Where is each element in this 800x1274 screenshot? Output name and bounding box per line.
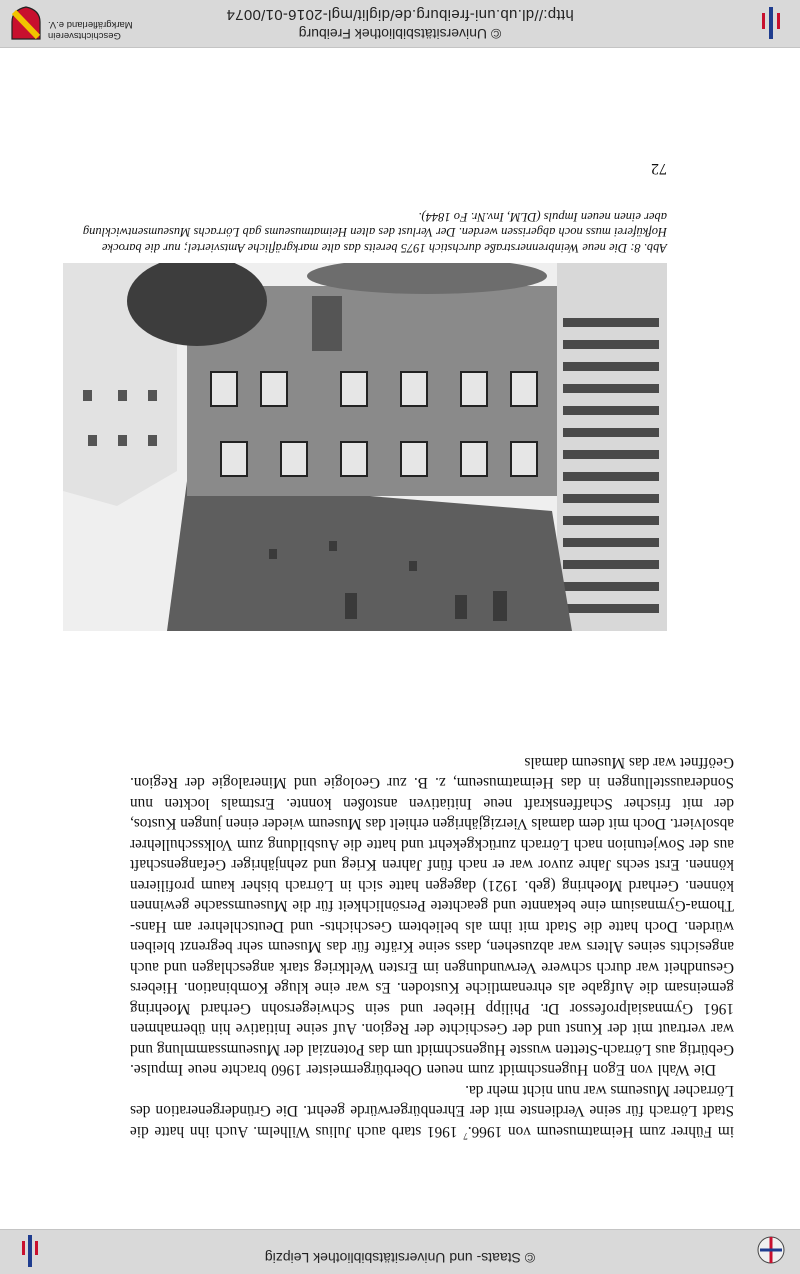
photo-old-museum-building bbox=[63, 263, 667, 631]
geschichtsverein-label: Geschichtsverein Markgräflerland e.V. bbox=[48, 19, 133, 41]
paragraph-1: im Führer zum Heimatmuseum von 1966.$^7$ 1961 starb auch Julius Wilhelm. Auch ihn hatte die Stadt Lörrach für seine Verdienste mit der Ehrenbürgerwürde geehrt. Die Gründergeneration des Lörracher Museums war nun nicht mehr da. bbox=[130, 1081, 734, 1141]
library-copyright: © Staats- und Universitätsbibliothek Leipzig bbox=[264, 1250, 536, 1266]
document-url[interactable]: http://dl.ub.uni-freiburg.de/diglit/mgl-2016-01/0074 bbox=[226, 6, 574, 23]
caption-text: Die neue Weinbrennerstraße durchstich 1975 bereits das alte markgräfliche Amtsviertel; nur die barocke Hofküferei muss noch abgerissen werden. Der Verlust des alten Heimatmuseums gab Lörrachs Museumsentwicklung aber einen neuen Impuls (DLM, Inv.Nr. Fo 1844). bbox=[82, 210, 667, 255]
top-bar bbox=[0, 1229, 800, 1274]
bottom-bar bbox=[0, 0, 800, 48]
university-logo-icon bbox=[12, 1233, 48, 1269]
body-text bbox=[130, 751, 734, 1146]
caption-label: Abb. 8: bbox=[630, 241, 667, 255]
paragraph-2: Die Wahl von Egon Hugenschmidt zum neuen Oberbürgermeister 1960 brachte neue Impulse. Gebürtig aus Lörrach-Stetten wusste Hugenschmidt um das Potenzial der Museumssammlung und war vertraut mit der Kunst und der Geschichte der Region. Auf seine Initiative hin übernahmen 1961 Gymnasialprofessor Dr. Philipp Hieber und sein Schwiegersohn Gerhard Moehring gemeinsam die Aufgabe als ehrenamtliche Kustoden. Es war eine kluge Kombination. Hiebers Gesundheit war durch schwere Verwundungen im Ersten Weltkrieg stark angeschlagen und auch angesichts seines Alters war abzusehen, dass seine Kräfte für das Museum sehr begrenzt bleiben würden. Doch hatte die Stadt mit ihm als beliebtem Geschichts- und Deutschlehrer am Hans-Thoma-Gymnasium eine bekannte und geachtete Persönlichkeit für die Museumssache gewinnen können. Gerhard Moehring (geb. 1921) dagegen hatte sich in Lörrach bisher kaum profilieren können. Erst sechs Jahre zuvor war er nach fünf Jahren Krieg und zehnjähriger Gefangenschaft aus der Sowjetunion nach Lörrach zurückgekehrt und hatte die Ausbildung zum Volksschullehrer absolviert. Doch mit dem damals Vierzigjährigen erhielt das Museum wieder einen jungen Kustos, der mit frischer Schaffenskraft neue Initiativen anstoßen konnte. Erstmals lockten nun Sonderausstellungen in das Heimatmuseum, z. B. zur Geologie und Mineralogie der Region. Geöffnet war das Museum damals bbox=[130, 753, 734, 1079]
page-number: 72 bbox=[651, 160, 667, 177]
footnote-marker: 7 bbox=[463, 1131, 468, 1141]
coat-of-arms-icon bbox=[8, 6, 44, 42]
building-photo-drawing bbox=[63, 263, 667, 631]
library-copyright-freiburg: © Universitätsbibliothek Freiburg bbox=[298, 26, 502, 42]
figure-caption bbox=[63, 209, 667, 256]
